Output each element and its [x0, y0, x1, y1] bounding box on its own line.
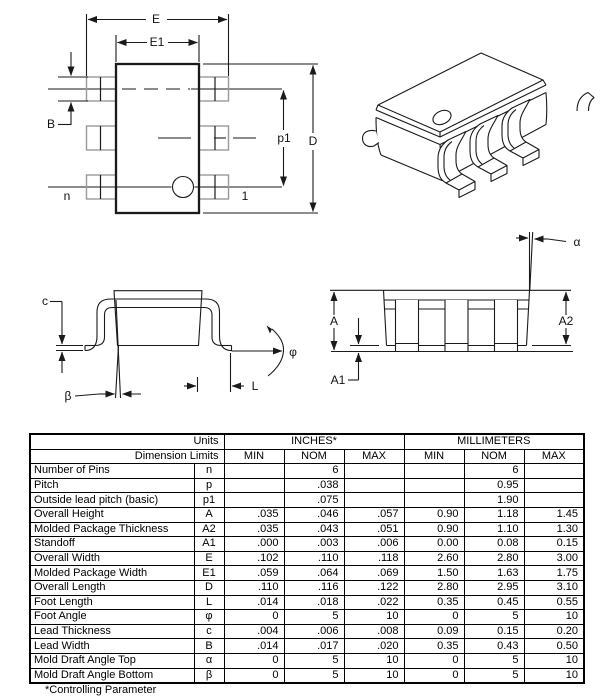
table-header-units-row — [30, 434, 584, 449]
mm-max: 3.10 — [524, 580, 584, 595]
inches-nom: .075 — [284, 493, 344, 508]
dimension-a1 — [348, 318, 379, 380]
dimension-name: Overall Length — [30, 580, 194, 595]
inches-min: 0 — [224, 668, 284, 683]
table-row — [30, 551, 584, 566]
col-min-mm: MIN — [404, 449, 464, 464]
mm-max: 0.50 — [524, 639, 584, 654]
col-nom-inches: NOM — [284, 449, 344, 464]
millimeters-header: MILLIMETERS — [404, 434, 584, 449]
inches-max: .006 — [344, 537, 404, 552]
inches-min: .004 — [224, 624, 284, 639]
inches-min: .110 — [224, 580, 284, 595]
pin-centerlines — [48, 89, 282, 187]
dimension-name: Lead Width — [30, 639, 194, 654]
dimension-phi — [232, 326, 284, 377]
label-p1: p1 — [277, 131, 291, 145]
mm-max: 0.55 — [524, 595, 584, 610]
table-row — [30, 595, 584, 610]
mm-max: 1.45 — [524, 507, 584, 522]
inches-max — [344, 493, 404, 508]
inches-min — [224, 478, 284, 493]
inches-nom: 5 — [284, 610, 344, 625]
dimension-symbol: φ — [194, 610, 224, 625]
dimension-name: Overall Width — [30, 551, 194, 566]
dimension-symbol: L — [194, 595, 224, 610]
dimension-name: Mold Draft Angle Top — [30, 653, 194, 668]
table-row — [30, 610, 584, 625]
label-pin-1: 1 — [241, 189, 249, 203]
mm-nom: 0.15 — [464, 624, 524, 639]
inches-header: INCHES* — [224, 434, 404, 449]
mm-min: 0.00 — [404, 537, 464, 552]
dimension-name: Mold Draft Angle Bottom — [30, 668, 194, 683]
dimension-name: Molded Package Thickness — [30, 522, 194, 537]
mm-max: 1.30 — [524, 522, 584, 537]
mm-nom: 0.95 — [464, 478, 524, 493]
label-alpha: α — [573, 235, 581, 249]
inches-min: 0 — [224, 653, 284, 668]
inches-nom: .116 — [284, 580, 344, 595]
dimension-name: Number of Pins — [30, 464, 194, 479]
dimension-symbol: β — [194, 668, 224, 683]
top-view-leads — [87, 77, 229, 199]
mm-min — [404, 493, 464, 508]
inches-nom: 5 — [284, 653, 344, 668]
inches-min: .102 — [224, 551, 284, 566]
inches-max: 10 — [344, 610, 404, 625]
inches-min: .035 — [224, 522, 284, 537]
table-row — [30, 668, 584, 683]
inches-nom: 5 — [284, 668, 344, 683]
inches-nom: .043 — [284, 522, 344, 537]
mm-max: 10 — [524, 668, 584, 683]
isometric-view — [363, 53, 595, 198]
inches-max: 10 — [344, 653, 404, 668]
label-c: c — [42, 294, 48, 308]
label-L: L — [251, 379, 259, 393]
mm-min: 0.90 — [404, 507, 464, 522]
dimension-symbol: n — [194, 464, 224, 479]
dimension-c — [50, 302, 83, 374]
iso-front-leads — [438, 100, 539, 198]
mm-min — [404, 464, 464, 479]
inches-max: .022 — [344, 595, 404, 610]
label-pin-n: n — [63, 189, 71, 203]
top-view — [48, 14, 318, 213]
table-row — [30, 566, 584, 581]
dimension-name: Lead Thickness — [30, 624, 194, 639]
mm-min: 0.90 — [404, 522, 464, 537]
label-A1: A1 — [330, 373, 346, 387]
dimension-name: Standoff — [30, 537, 194, 552]
dimension-table — [29, 433, 585, 684]
inches-max: .008 — [344, 624, 404, 639]
front-view — [50, 291, 284, 398]
mm-nom: 0.45 — [464, 595, 524, 610]
inches-min: .014 — [224, 639, 284, 654]
table-row — [30, 493, 584, 508]
controlling-parameter-footnote: *Controlling Parameter — [45, 684, 157, 696]
mm-min: 1.50 — [404, 566, 464, 581]
mm-min: 0 — [404, 668, 464, 683]
dimension-name: Foot Length — [30, 595, 194, 610]
table-row — [30, 464, 584, 479]
table-row — [30, 653, 584, 668]
dimension-symbol: D — [194, 580, 224, 595]
col-max-inches: MAX — [344, 449, 404, 464]
mm-nom: 1.10 — [464, 522, 524, 537]
mm-min: 2.60 — [404, 551, 464, 566]
mm-min: 0 — [404, 653, 464, 668]
inches-max: 10 — [344, 668, 404, 683]
lead-bend-lines — [101, 77, 216, 199]
table-header-limits-row — [30, 449, 584, 464]
label-D: D — [308, 134, 318, 148]
inches-nom: .018 — [284, 595, 344, 610]
dimension-alpha — [516, 232, 566, 290]
mm-nom: 5 — [464, 668, 524, 683]
mm-min: 0 — [404, 610, 464, 625]
mm-max: 1.75 — [524, 566, 584, 581]
mm-nom: 5 — [464, 610, 524, 625]
inches-max — [344, 464, 404, 479]
dimension-symbol: E1 — [194, 566, 224, 581]
inches-nom: .006 — [284, 624, 344, 639]
inches-nom: .064 — [284, 566, 344, 581]
dimension-symbol: p — [194, 478, 224, 493]
mm-nom: 2.80 — [464, 551, 524, 566]
inches-max: .118 — [344, 551, 404, 566]
dimension-symbol: B — [194, 639, 224, 654]
inches-min: .014 — [224, 595, 284, 610]
label-E1: E1 — [149, 35, 165, 49]
dimension-name: Molded Package Width — [30, 566, 194, 581]
mm-max — [524, 478, 584, 493]
dimension-name: Overall Height — [30, 507, 194, 522]
inches-max: .069 — [344, 566, 404, 581]
mm-max: 0.15 — [524, 537, 584, 552]
mm-nom: 0.08 — [464, 537, 524, 552]
mm-min: 0.09 — [404, 624, 464, 639]
table-row — [30, 580, 584, 595]
inches-nom: .038 — [284, 478, 344, 493]
dimension-symbol: α — [194, 653, 224, 668]
mm-max: 10 — [524, 653, 584, 668]
col-min-inches: MIN — [224, 449, 284, 464]
table-row — [30, 507, 584, 522]
table-row — [30, 639, 584, 654]
dimension-symbol: p1 — [194, 493, 224, 508]
dimension-l — [184, 353, 244, 392]
inches-min: .059 — [224, 566, 284, 581]
dimension-symbol: A2 — [194, 522, 224, 537]
iso-back-right-lead — [577, 93, 594, 112]
front-view-leads — [85, 299, 232, 351]
inches-min: 0 — [224, 610, 284, 625]
mm-nom: 5 — [464, 653, 524, 668]
dimension-symbol: E — [194, 551, 224, 566]
table-row — [30, 537, 584, 552]
dimension-name: Outside lead pitch (basic) — [30, 493, 194, 508]
label-beta: β — [64, 389, 72, 403]
dimension-name: Foot Angle — [30, 610, 194, 625]
inches-max — [344, 478, 404, 493]
dimension-symbol: A — [194, 507, 224, 522]
mm-nom: 2.95 — [464, 580, 524, 595]
inches-nom: .110 — [284, 551, 344, 566]
inches-max: .020 — [344, 639, 404, 654]
inches-max: .122 — [344, 580, 404, 595]
label-phi: φ — [289, 345, 297, 359]
mm-max: 3.00 — [524, 551, 584, 566]
table-row — [30, 624, 584, 639]
mm-max: 10 — [524, 610, 584, 625]
mm-min: 0.35 — [404, 595, 464, 610]
inches-max: .051 — [344, 522, 404, 537]
mm-nom: 1.18 — [464, 507, 524, 522]
mm-min: 0.35 — [404, 639, 464, 654]
mm-min — [404, 478, 464, 493]
inches-nom: .017 — [284, 639, 344, 654]
mm-nom: 1.90 — [464, 493, 524, 508]
iso-pin1-indicator — [431, 108, 454, 128]
label-E: E — [151, 12, 161, 26]
col-max-mm: MAX — [524, 449, 584, 464]
dimension-symbol: A1 — [194, 537, 224, 552]
label-A: A — [329, 314, 339, 328]
mm-min: 2.80 — [404, 580, 464, 595]
inches-min — [224, 464, 284, 479]
mm-max: 0.20 — [524, 624, 584, 639]
inches-min: .035 — [224, 507, 284, 522]
mm-max — [524, 464, 584, 479]
dimension-limits-label: Dimension Limits — [30, 449, 224, 464]
inches-nom: .003 — [284, 537, 344, 552]
dimension-name: Pitch — [30, 478, 194, 493]
table-row — [30, 522, 584, 537]
pin1-indicator — [173, 177, 194, 198]
mm-max — [524, 493, 584, 508]
inches-min: .000 — [224, 537, 284, 552]
end-view — [330, 232, 573, 380]
label-A2: A2 — [558, 314, 574, 328]
mm-nom: 0.43 — [464, 639, 524, 654]
units-label: Units — [30, 434, 224, 449]
inches-nom: 6 — [284, 464, 344, 479]
mm-nom: 6 — [464, 464, 524, 479]
dimension-table-body — [30, 464, 584, 683]
inches-min — [224, 493, 284, 508]
label-B: B — [46, 117, 56, 131]
inches-nom: .046 — [284, 507, 344, 522]
inches-max: .057 — [344, 507, 404, 522]
dimension-symbol: c — [194, 624, 224, 639]
col-nom-mm: NOM — [464, 449, 524, 464]
end-view-leads — [396, 300, 518, 352]
table-row — [30, 478, 584, 493]
mm-nom: 1.63 — [464, 566, 524, 581]
